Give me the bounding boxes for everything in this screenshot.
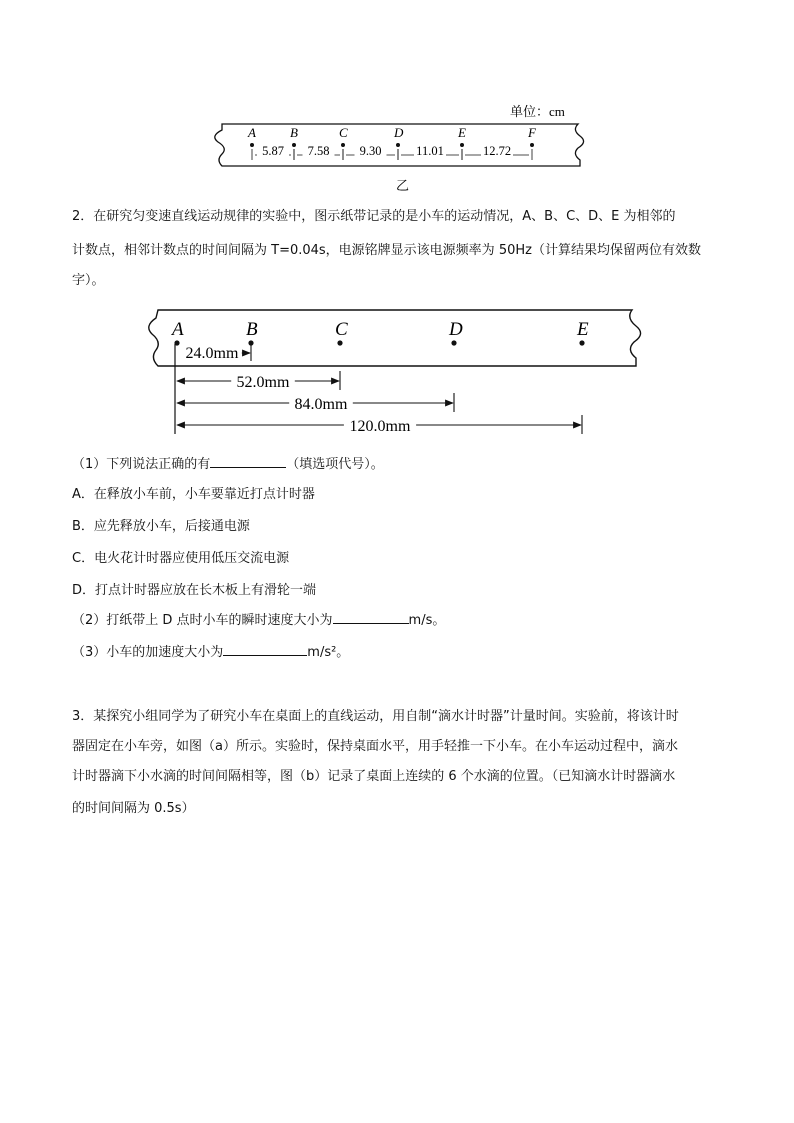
tape1-point-label-E: E: [458, 125, 466, 140]
q2-sub1-suffix: （填选项代号）。: [286, 457, 384, 472]
tape1-point-label-D: D: [394, 125, 404, 140]
tape1-dot-E: [460, 143, 464, 147]
tape2-point-label-E: E: [577, 319, 589, 340]
q2-sub3: [72, 640, 349, 665]
tape2-dot-E: [579, 340, 584, 345]
tape2-distance-label: 120.0mm: [349, 418, 411, 435]
tape1-seg-value: 9.30: [359, 144, 382, 158]
tape2-dot-A: [174, 340, 179, 345]
tape-figure-1: [200, 96, 600, 196]
q2-sub1: [72, 452, 384, 477]
tape2-point-label-C: C: [335, 319, 348, 340]
q3-line3: 计时器滴下小水滴的时间间隔相等，图（b）记录了桌面上连续的 6 个水滴的位置。（已知滴水计时器滴水: [72, 769, 676, 784]
tape-figure-2: [140, 302, 660, 442]
tape1-unit: 单位：cm: [510, 104, 565, 119]
answer-blank-2[interactable]: [333, 609, 409, 624]
tape1-dot-B: [292, 143, 296, 147]
q3-line2: 器固定在小车旁，如图（a）所示。实验时，保持桌面水平，用手轻推一下小车。在小车运动过程中，滴水: [72, 739, 678, 754]
q2-option-c: C．电火花计时器应使用低压交流电源: [72, 551, 290, 566]
tape2-dot-C: [337, 340, 342, 345]
q2-sub2-prefix: （2）打纸带上 D 点时小车的瞬时速度大小为: [72, 613, 333, 628]
q2-option-d: D．打点计时器应放在长木板上有滑轮一端: [72, 583, 317, 598]
answer-blank-1[interactable]: [210, 453, 286, 468]
tape1-point-label-C: C: [339, 125, 348, 140]
q2-sub3-unit: m/s²。: [307, 645, 350, 660]
tape2-dot-D: [451, 340, 456, 345]
tape1-seg-value: 7.58: [307, 144, 330, 158]
tape2-point-label-A: A: [172, 319, 184, 340]
q2-sub1-prefix: （1）下列说法正确的有: [72, 457, 211, 472]
q2-stem-line2: 计数点，相邻计数点的时间间隔为 T=0.04s，电源铭牌显示该电源频率为 50Hz（计算结果均保留两位有效数: [72, 243, 701, 258]
tape1-seg-value: 12.72: [482, 144, 512, 158]
q2-sub2: [72, 608, 445, 633]
q2-stem-line1: 2．在研究匀变速直线运动规律的实验中，图示纸带记录的是小车的运动情况，A、B、C、D、E 为相邻的: [72, 209, 676, 224]
tape1-caption: 乙: [396, 178, 410, 193]
tape1-point-label-A: A: [248, 125, 256, 140]
tape1-dot-F: [530, 143, 534, 147]
tape1-point-label-F: F: [528, 125, 536, 140]
q2-sub2-unit: m/s。: [408, 613, 446, 628]
tape2-point-label-B: B: [246, 319, 258, 340]
q3-line1: 3．某探究小组同学为了研究小车在桌面上的直线运动，用自制“滴水计时器”计量时间。实验前，将该计时: [72, 709, 679, 724]
answer-blank-3[interactable]: [223, 641, 307, 656]
q2-stem-line3: 字）。: [72, 273, 105, 288]
tape1-seg-value: 5.87: [262, 144, 284, 158]
tape2-distance-label: 84.0mm: [294, 396, 348, 413]
tape1-dot-C: [341, 143, 345, 147]
tape2-distance-label: 24.0mm: [185, 345, 239, 362]
tape1-point-label-B: B: [290, 125, 298, 140]
q2-option-b: B．应先释放小车，后接通电源: [72, 519, 250, 534]
tape2-distance-label: 52.0mm: [236, 374, 290, 391]
tape1-dot-A: [250, 143, 254, 147]
q3-line4: 的时间间隔为 0.5s）: [72, 801, 195, 816]
tape1-dot-D: [396, 143, 400, 147]
tape2-point-label-D: D: [449, 319, 463, 340]
tape1-seg-value: 11.01: [416, 144, 444, 158]
q2-sub3-prefix: （3）小车的加速度大小为: [72, 645, 224, 660]
q2-option-a: A．在释放小车前，小车要靠近打点计时器: [72, 487, 315, 502]
